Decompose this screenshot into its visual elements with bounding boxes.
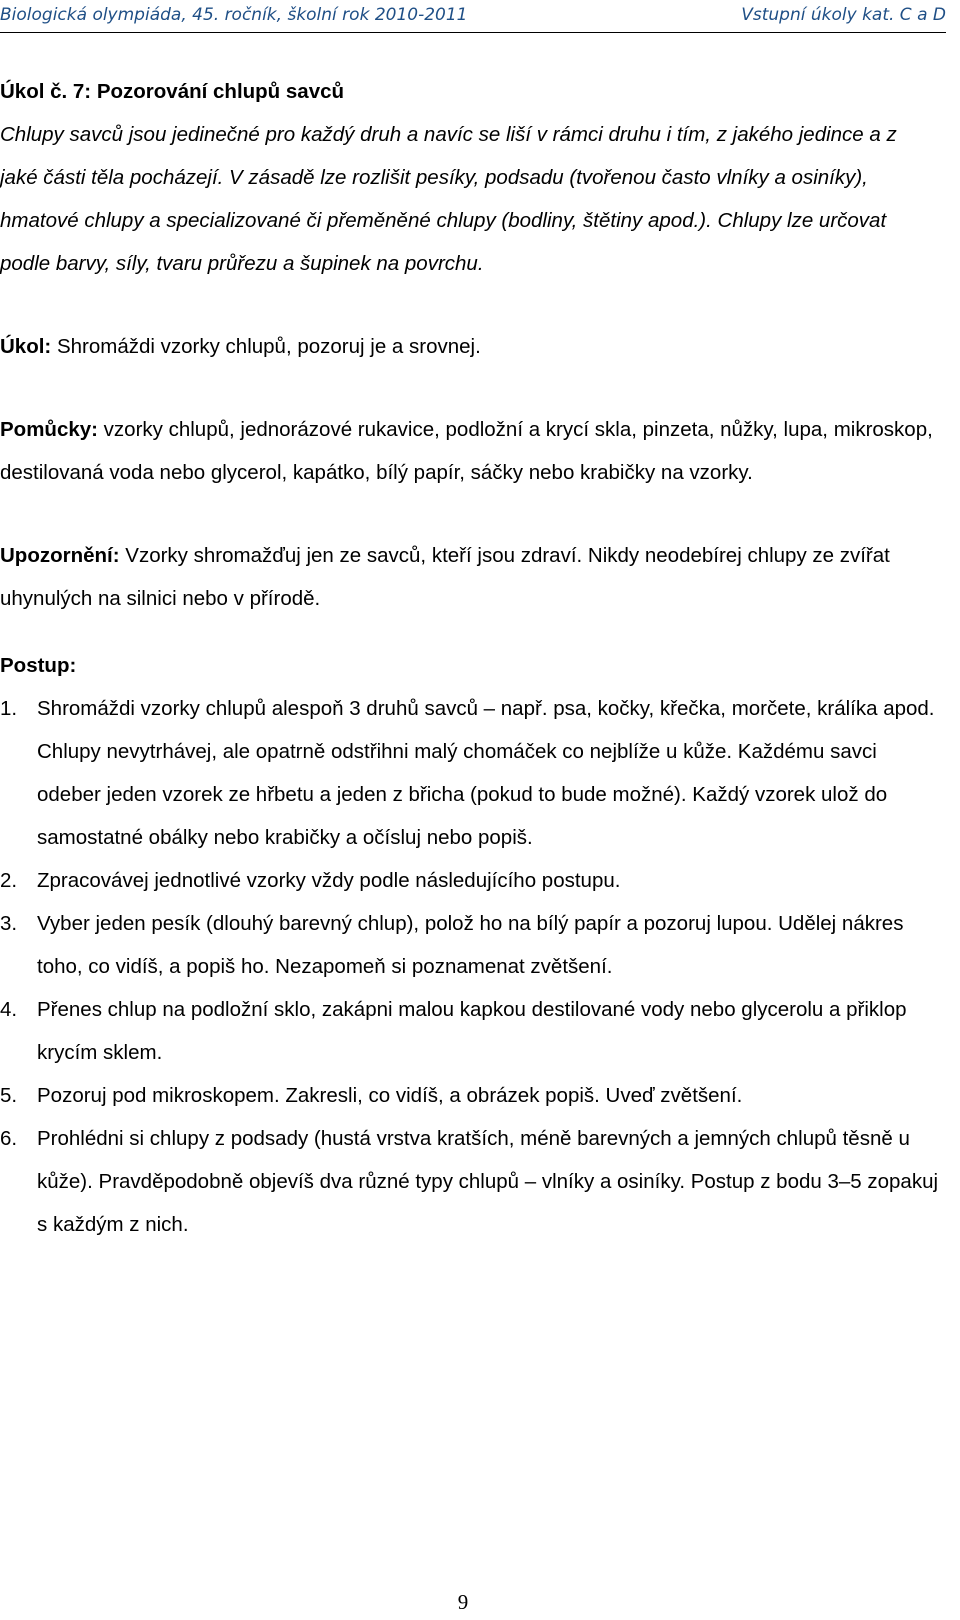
procedure-step <box>0 687 940 859</box>
intro-paragraph: Chlupy savců jsou jedinečné pro každý druh a navíc se liší v rámci druhu i tím, z jakého jedince a z jaké části těla pocházejí. V zásadě lze rozlišit pesíky, podsadu (tvořenou často vlníky a osiníky), hmatové chlupy a specializované či přeměněné chlupy (bodliny, štětiny apod.). Chlupy lze určovat podle barvy, síly, tvaru průřezu a šupinek na povrchu. <box>0 123 897 275</box>
document-body <box>0 70 940 1246</box>
procedure-step <box>0 902 940 988</box>
header-right-text: Vstupní úkoly kat. C a D <box>741 5 946 25</box>
step-number: 1. <box>0 697 18 720</box>
step-text: Shromáždi vzorky chlupů alespoň 3 druhů savců – např. psa, kočky, křečka, morčete, králíka apod. Chlupy nevytrhávej, ale opatrně odstřihni malý chomáček co nejblíže u kůže. Každému savci odeber jeden vzorek ze hřbetu a jeden z břicha (pokud to bude možné). Každý vzorek ulož do samostatné obálky nebo krabičky a očísluj nebo popiš. <box>37 697 935 849</box>
procedure-label: Postup: <box>0 654 77 677</box>
procedure-step <box>0 1074 940 1117</box>
spacer <box>0 620 940 644</box>
header-left-text: Biologická olympiáda, 45. ročník, školní rok 2010-2011 <box>0 5 468 25</box>
procedure-step <box>0 859 940 902</box>
step-text: Pozoruj pod mikroskopem. Zakresli, co vidíš, a obrázek popiš. Uveď zvětšení. <box>37 1084 743 1107</box>
page-header <box>0 2 946 33</box>
task-paragraph <box>0 325 940 368</box>
procedure-step <box>0 1117 940 1246</box>
task-label: Úkol: <box>0 335 52 358</box>
task-title: Úkol č. 7: Pozorování chlupů savců <box>0 80 345 103</box>
tools-label: Pomůcky: <box>0 418 98 441</box>
step-text: Zpracovávej jednotlivé vzorky vždy podle následujícího postupu. <box>37 869 621 892</box>
procedure-step <box>0 988 940 1074</box>
warning-label: Upozornění: <box>0 544 120 567</box>
step-number: 4. <box>0 998 18 1021</box>
step-text: Vyber jeden pesík (dlouhý barevný chlup), polož ho na bílý papír a pozoruj lupou. Udělej nákres toho, co vidíš, a popiš ho. Nezapomeň si poznamenat zvětšení. <box>37 912 904 978</box>
step-text: Prohlédni si chlupy z podsady (hustá vrstva kratších, méně barevných a jemných chlupů těsně u kůže). Pravděpodobně objevíš dva různé typy chlupů – vlníky a osiníky. Postup z bodu 3–5 zopakuj s každým z nich. <box>37 1127 939 1236</box>
page-number: 9 <box>457 1590 469 1614</box>
step-number: 6. <box>0 1127 18 1150</box>
tools-paragraph <box>0 408 940 494</box>
step-number: 5. <box>0 1084 18 1107</box>
spacer <box>0 285 940 325</box>
step-number: 2. <box>0 869 18 892</box>
spacer <box>0 494 940 534</box>
task-text: Shromáždi vzorky chlupů, pozoruj je a srovnej. <box>51 335 481 358</box>
tools-text: vzorky chlupů, jednorázové rukavice, podložní a krycí skla, pinzeta, nůžky, lupa, mikroskop, destilovaná voda nebo glycerol, kapátko, bílý papír, sáčky nebo krabičky na vzorky. <box>0 418 933 484</box>
procedure-steps <box>0 687 940 1246</box>
warning-paragraph <box>0 534 940 620</box>
step-text: Přenes chlup na podložní sklo, zakápni malou kapkou destilované vody nebo glycerolu a přiklop krycím sklem. <box>37 998 907 1064</box>
spacer <box>0 368 940 408</box>
step-number: 3. <box>0 912 18 935</box>
warning-text: Vzorky shromažďuj jen ze savců, kteří jsou zdraví. Nikdy neodebírej chlupy ze zvířat uhynulých na silnici nebo v přírodě. <box>0 544 890 610</box>
